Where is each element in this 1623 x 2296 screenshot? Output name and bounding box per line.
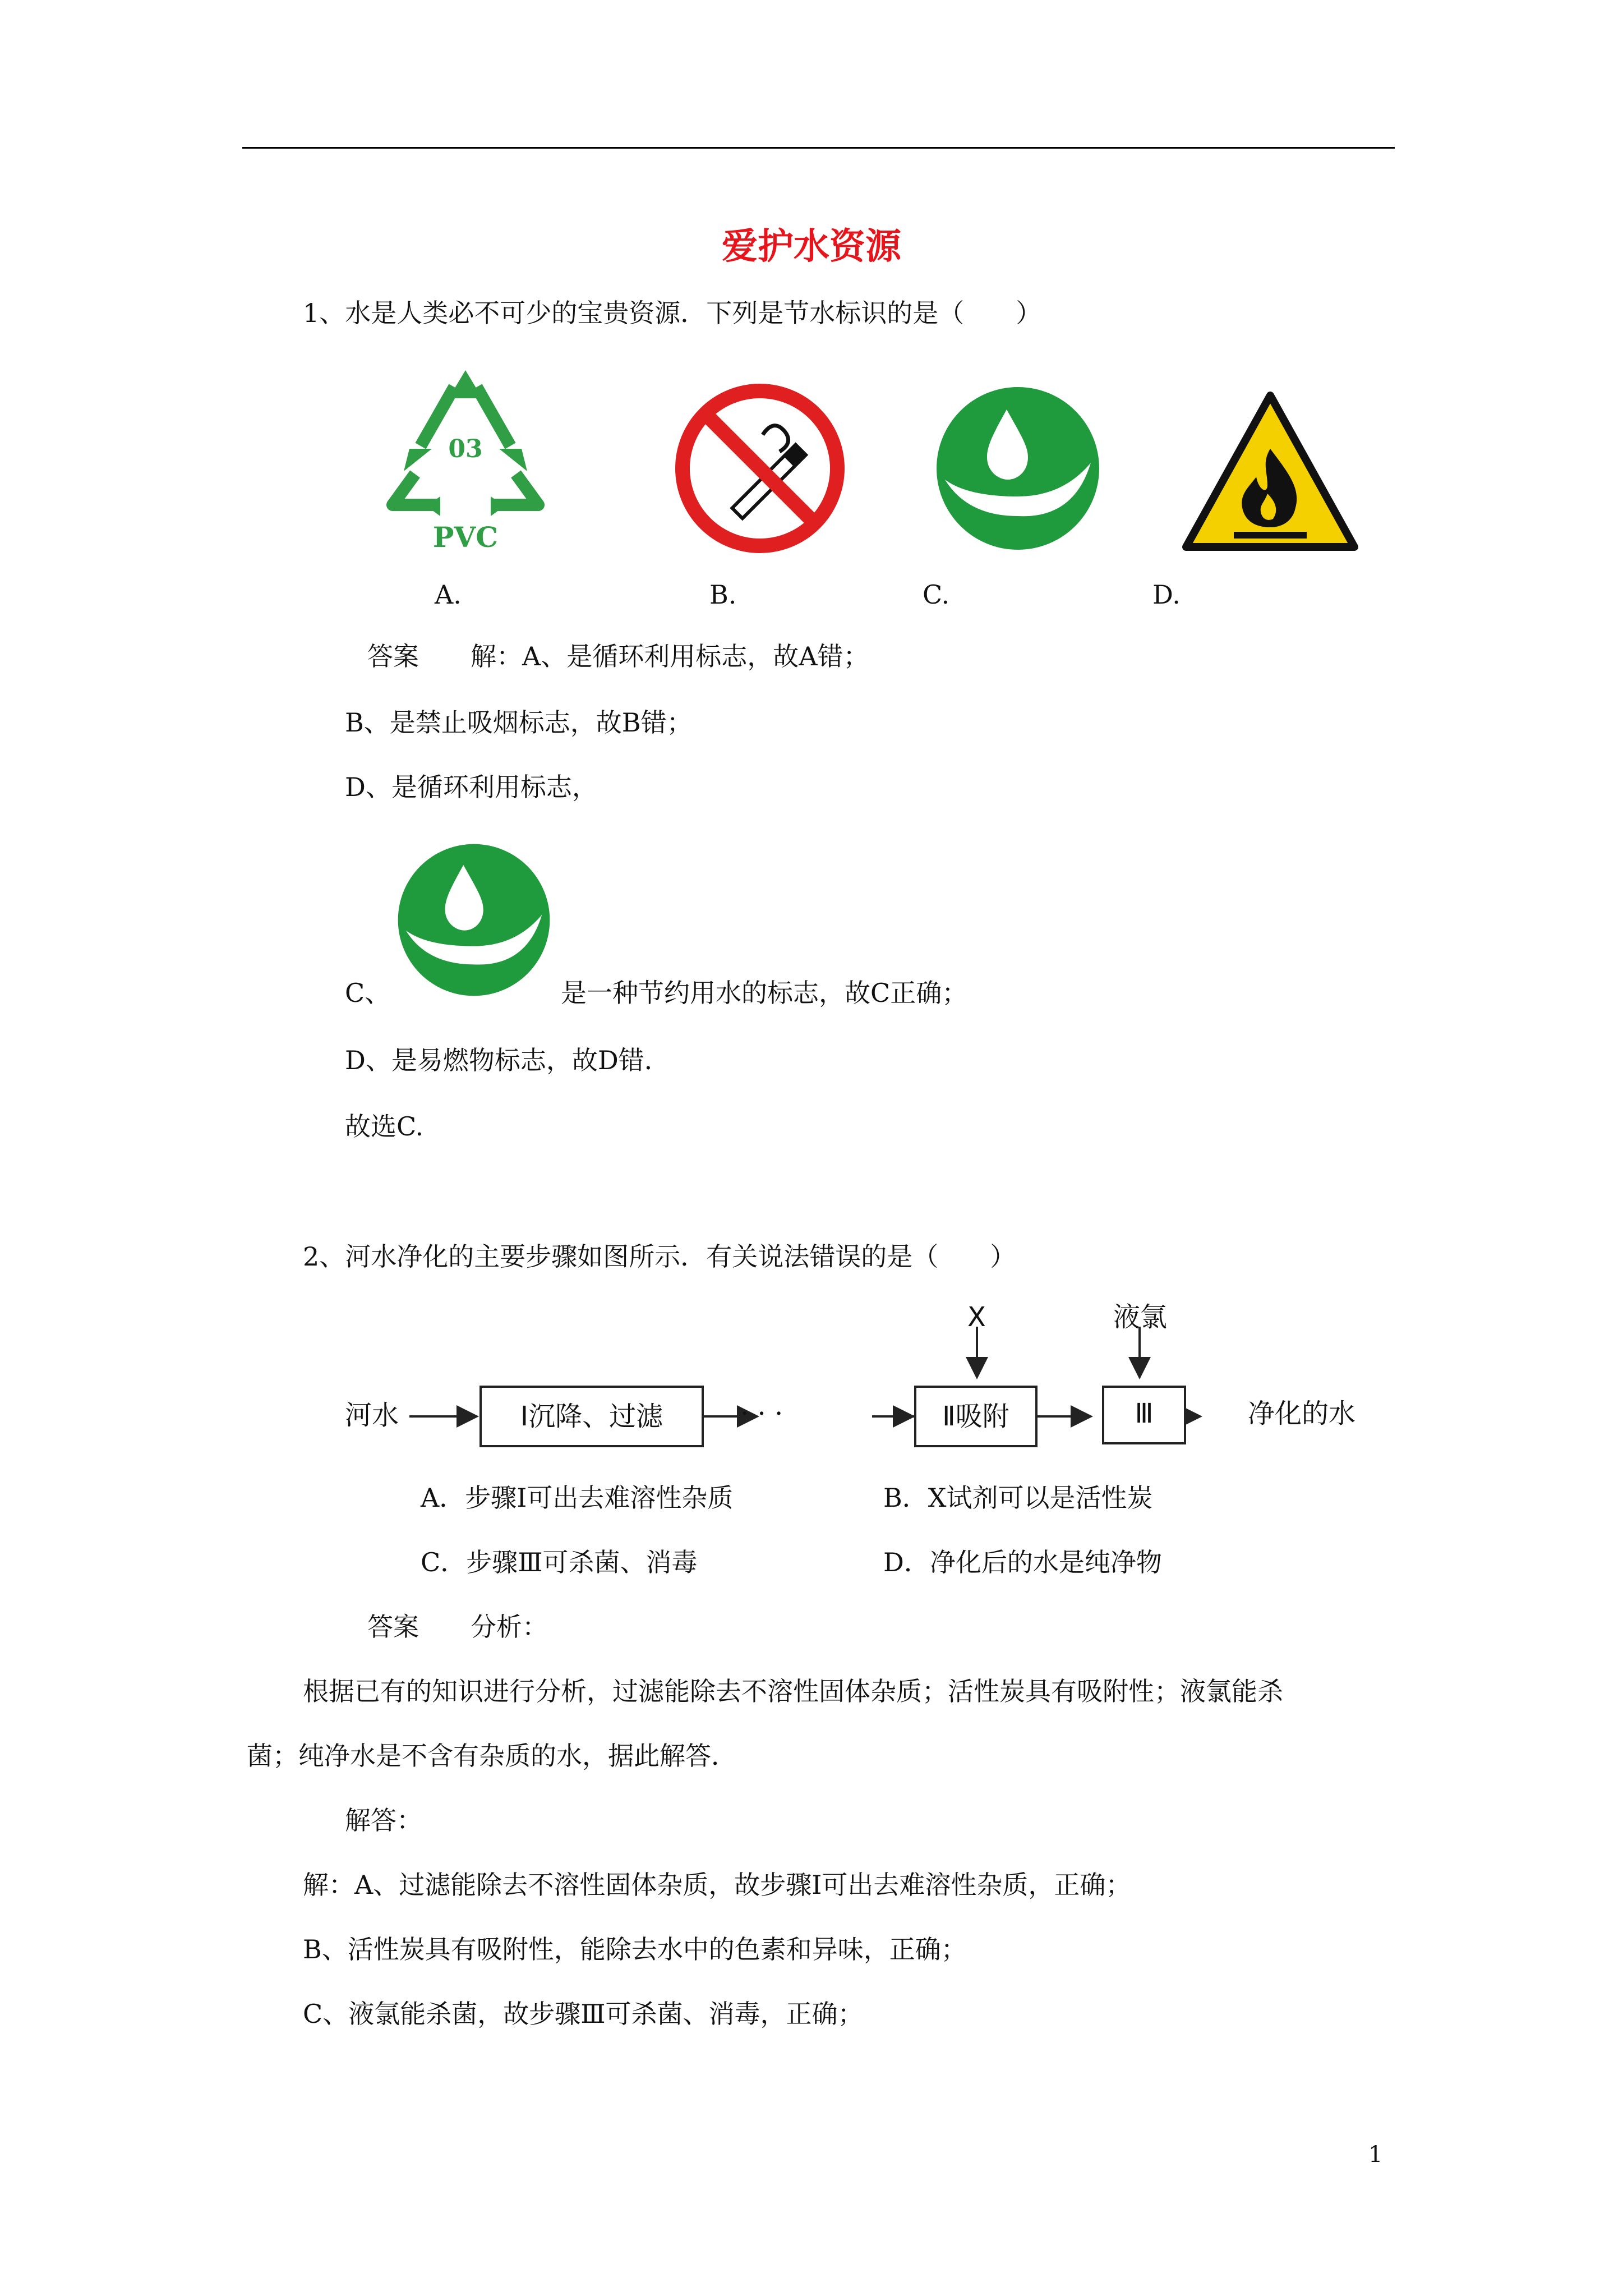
q2-answer-line-2: 根据已有的知识进行分析，过滤能除去不溶性固体杂质；活性炭具有吸附性；液氯能杀 xyxy=(303,1676,1283,1706)
q2-option-a: A．步骤Ⅰ可出去难溶性杂质 xyxy=(421,1483,734,1513)
no-smoking-icon xyxy=(673,381,847,555)
water-saving-icon xyxy=(934,384,1102,553)
q1-answer-line-2: B、是禁止吸烟标志，故B错； xyxy=(345,707,693,738)
q2-answer-line-4: 解答： xyxy=(345,1805,422,1835)
page-number: 1 xyxy=(1368,2142,1383,2168)
q2-option-d: D．净化后的水是纯净物 xyxy=(883,1547,1162,1577)
step3-box xyxy=(1102,1386,1186,1444)
step3-label: Ⅲ xyxy=(1135,1398,1154,1429)
header-rule xyxy=(242,147,1395,149)
step2-box xyxy=(914,1386,1038,1447)
q2-answer-line-1: 答案 分析： xyxy=(367,1612,548,1642)
q1-answer-line-7: 故选C. xyxy=(345,1111,424,1142)
option-label-a: A. xyxy=(435,579,462,610)
q1-answer-line-1: 答案 解：A、是循环利用标志，故A错； xyxy=(367,641,869,671)
option-label-d: D. xyxy=(1152,579,1181,610)
input-x-label: X xyxy=(967,1301,986,1333)
q2-answer-line-5: 解：A、过滤能除去不溶性固体杂质，故步骤Ⅰ可出去难溶性杂质，正确； xyxy=(303,1870,1132,1900)
recycle-pvc-icon xyxy=(370,365,561,555)
q1-answer-line-6: D、是易燃物标志，故D错． xyxy=(345,1045,670,1075)
step1-box xyxy=(479,1386,704,1447)
recycle-code: 03 xyxy=(448,435,483,463)
flammable-warning-icon xyxy=(1178,387,1363,555)
q2-option-c: C．步骤Ⅲ可杀菌、消毒 xyxy=(421,1547,698,1577)
q2-answer-line-3: 菌；纯净水是不含有杂质的水，据此解答． xyxy=(247,1741,737,1771)
q2-stem: 2、河水净化的主要步骤如图所示．有关说法错误的是（ ） xyxy=(303,1241,1016,1272)
q1-answer-line-5: 是一种节约用水的标志，故C正确； xyxy=(561,978,968,1008)
q1-answer-line-4: C、 xyxy=(345,978,391,1008)
step2-label: Ⅱ吸附 xyxy=(942,1401,1009,1432)
page-title: 爱护水资源 xyxy=(722,226,901,268)
water-saving-icon-answer xyxy=(395,841,552,999)
q2-option-b: B．X试剂可以是活性炭 xyxy=(883,1483,1153,1513)
diagram-start-label: 河水 xyxy=(345,1400,399,1431)
option-label-b: B. xyxy=(709,579,737,610)
input-chlorine-label: 液氯 xyxy=(1113,1301,1168,1333)
diagram-dots: · · · xyxy=(740,1398,783,1429)
recycle-label: PVC xyxy=(432,521,499,554)
q1-stem: 1、水是人类必不可少的宝贵资源．下列是节水标识的是（ ） xyxy=(303,298,1042,328)
option-label-c: C. xyxy=(923,579,950,610)
q1-answer-line-3: D、是循环利用标志， xyxy=(345,772,598,802)
q2-answer-line-6: B、活性炭具有吸附性，能除去水中的色素和异味，正确； xyxy=(303,1934,967,1964)
q2-answer-line-7: C、液氯能杀菌，故步骤Ⅲ可杀菌、消毒，正确； xyxy=(303,1999,864,2029)
step1-label: Ⅰ沉降、过滤 xyxy=(520,1401,663,1432)
diagram-end-label: 净化的水 xyxy=(1248,1398,1356,1429)
